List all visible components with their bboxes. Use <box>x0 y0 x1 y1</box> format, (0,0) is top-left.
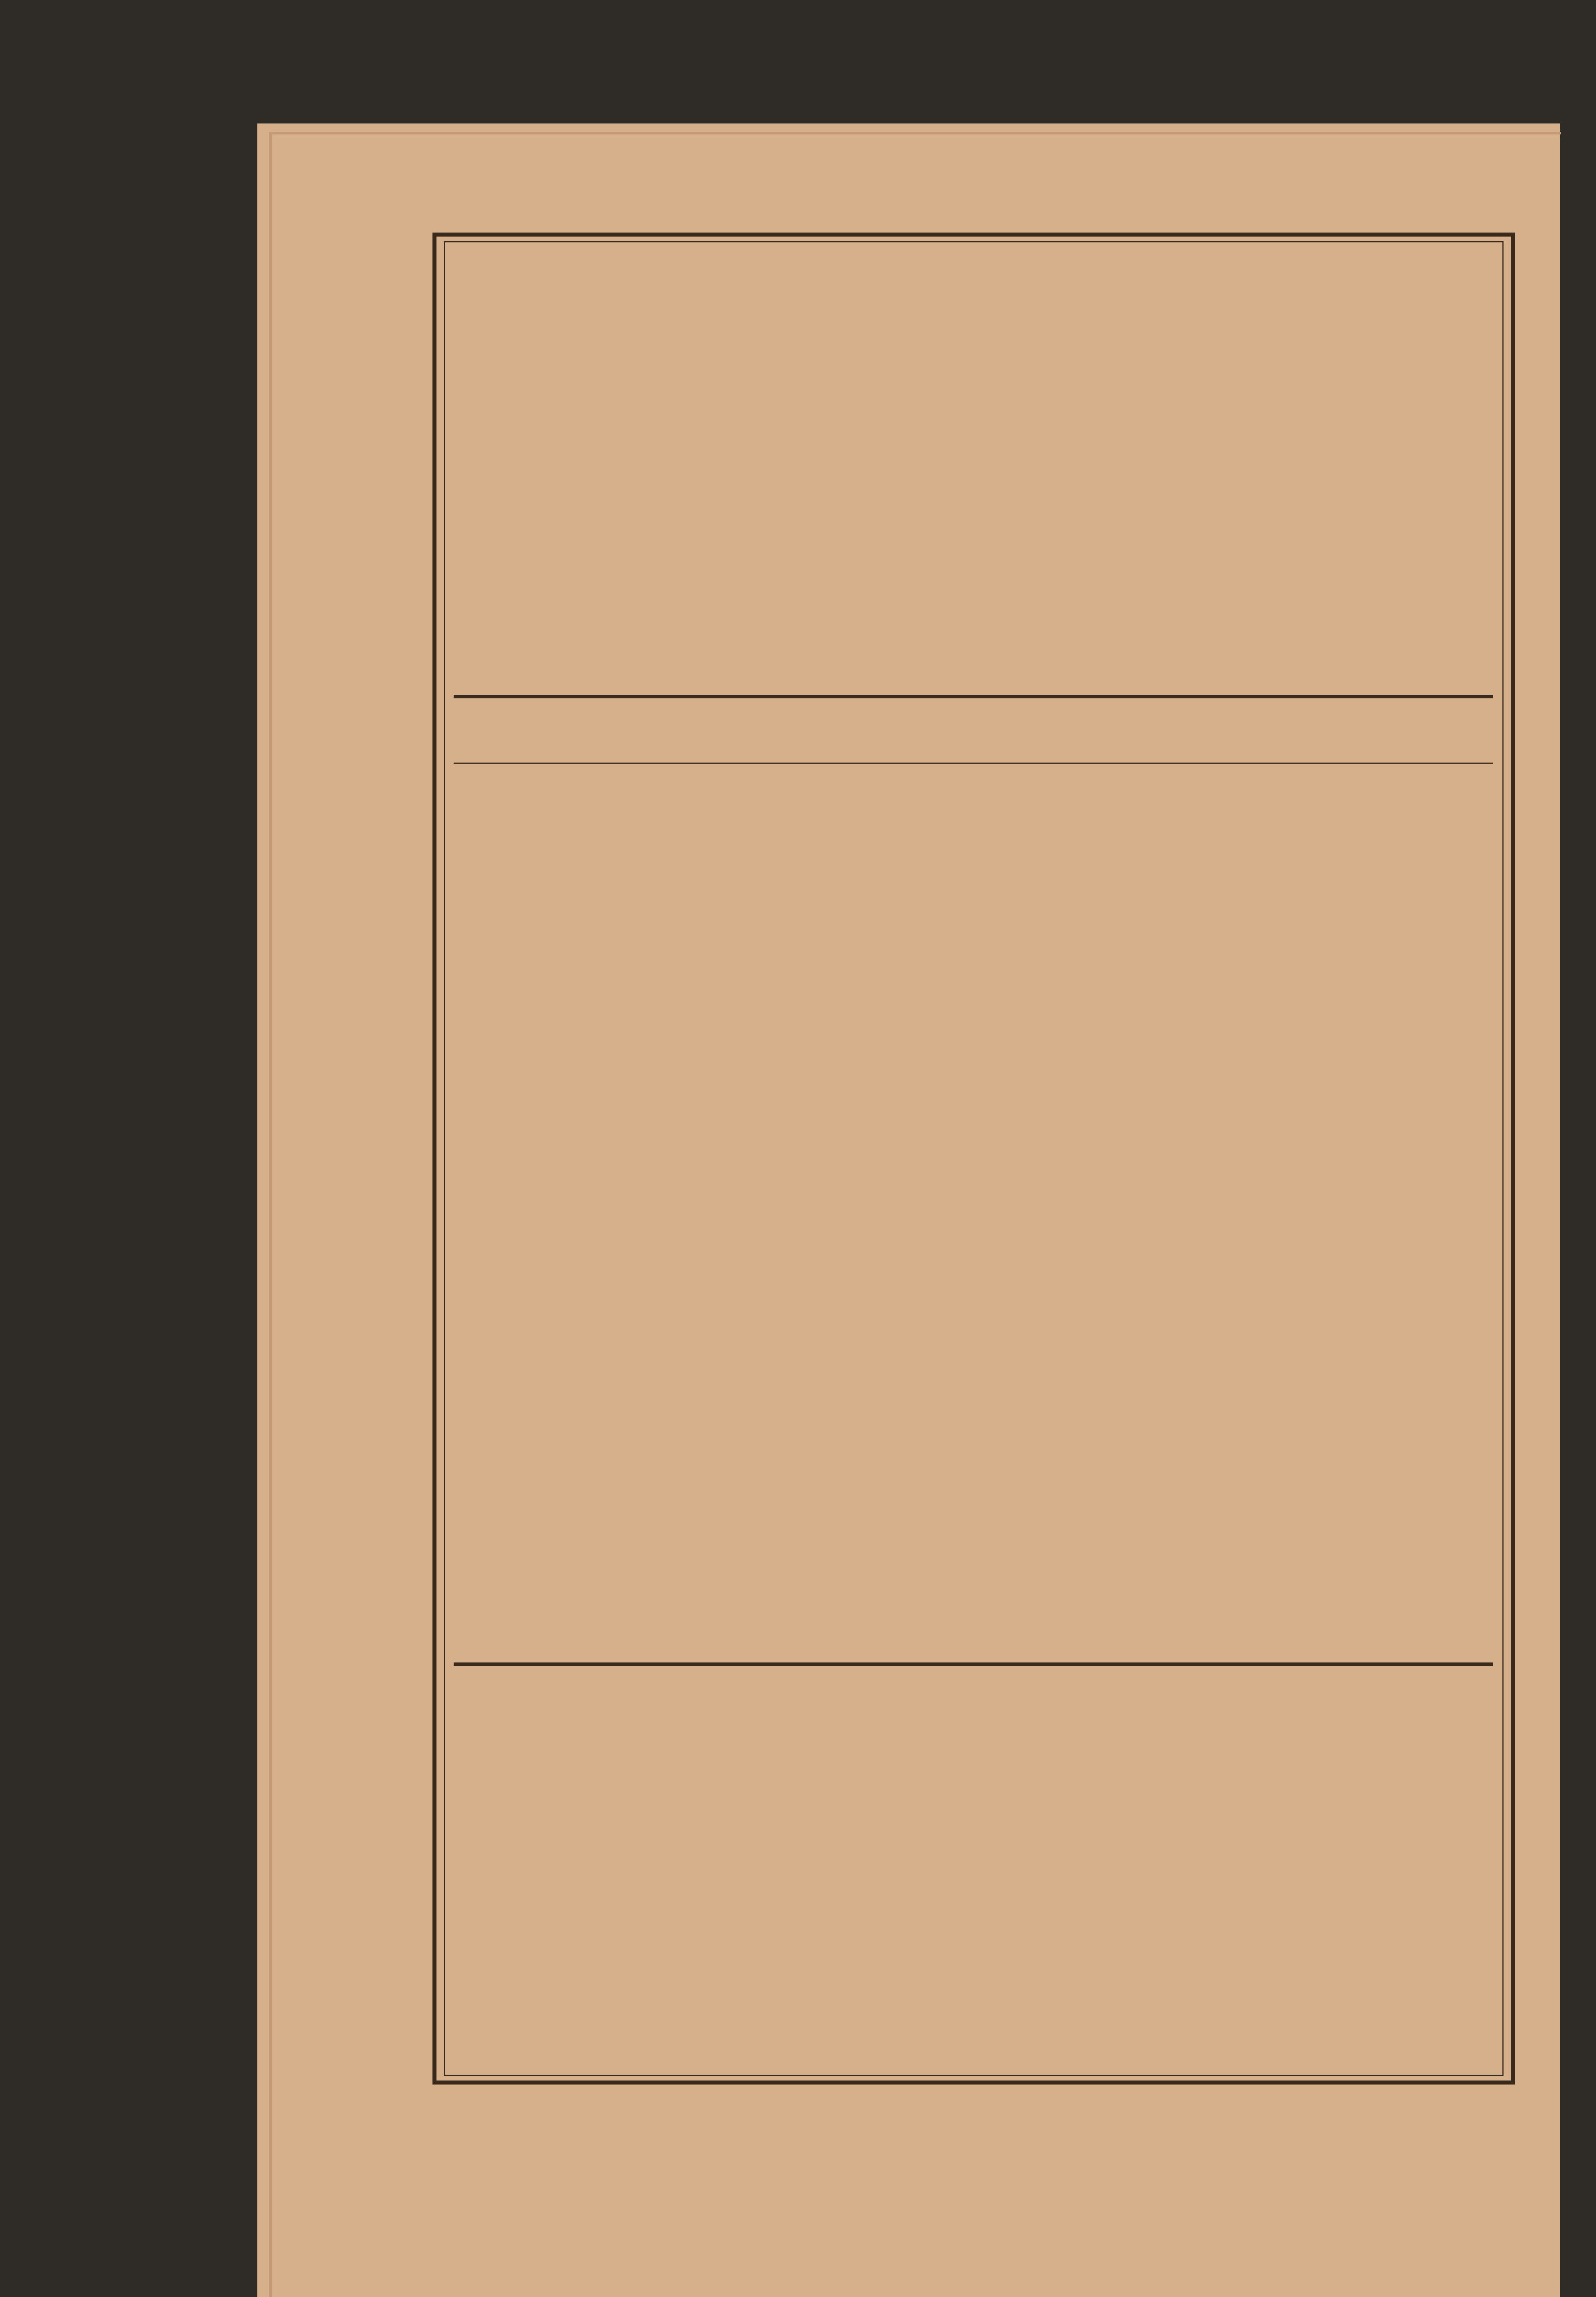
inner-frame <box>444 241 1504 2076</box>
divider-rule <box>454 695 1493 698</box>
divider-rule <box>454 1662 1493 1666</box>
divider-rule <box>454 763 1493 764</box>
